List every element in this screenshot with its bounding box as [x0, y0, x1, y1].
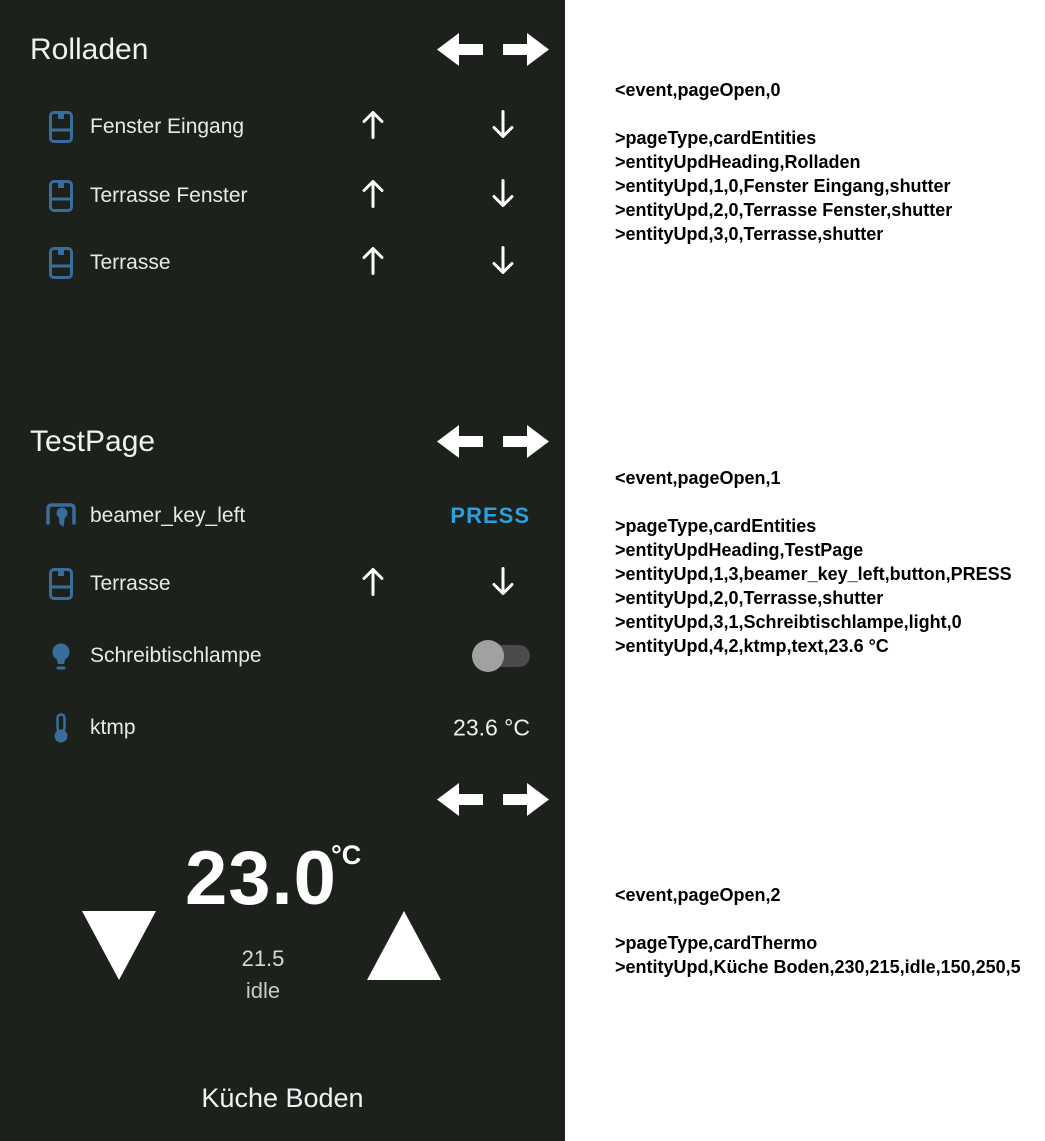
- log-line: [615, 490, 1012, 514]
- log-line: >entityUpd,3,0,Terrasse,shutter: [615, 224, 884, 244]
- temperature-value: 23.6 °C: [453, 714, 530, 741]
- shutter-up-button[interactable]: [360, 565, 386, 604]
- nav-left-button[interactable]: [437, 783, 483, 816]
- entity-label: ktmp: [90, 716, 136, 739]
- entity-row-beamer-key-left: [0, 494, 565, 538]
- nav-right-button[interactable]: [503, 783, 549, 816]
- shutter-down-button[interactable]: [490, 244, 516, 283]
- entity-label: Schreibtischlampe: [90, 644, 262, 667]
- log-line: >entityUpd,2,0,Terrasse Fenster,shutter: [615, 200, 953, 220]
- thermometer-icon: [44, 710, 78, 746]
- target-temperature: 21.5: [241, 946, 285, 971]
- log-line: [615, 907, 1021, 931]
- log-line: >pageType,cardEntities: [615, 128, 817, 148]
- nav-left-button[interactable]: [437, 425, 483, 458]
- window-shutter-icon: [44, 245, 78, 281]
- toggle-knob: [472, 640, 504, 672]
- page-nav-card2: [437, 425, 549, 458]
- current-temperature: 23.0: [185, 836, 337, 921]
- log-line: <event,pageOpen,2: [615, 885, 781, 905]
- log-line: >entityUpd,2,0,Terrasse,shutter: [615, 588, 884, 608]
- log-line: >entityUpd,4,2,ktmp,text,23.6 °C: [615, 636, 889, 656]
- nav-right-button[interactable]: [503, 425, 549, 458]
- entity-label: beamer_key_left: [90, 504, 246, 527]
- protocol-log-page1: [615, 466, 1012, 658]
- temperature-unit: °C: [331, 840, 362, 870]
- shutter-down-button[interactable]: [490, 565, 516, 604]
- shutter-up-button[interactable]: [360, 108, 386, 147]
- log-line: >entityUpd,1,0,Fenster Eingang,shutter: [615, 176, 951, 196]
- shutter-up-button[interactable]: [360, 177, 386, 216]
- window-shutter-icon: [44, 109, 78, 145]
- log-line: >entityUpd,Küche Boden,230,215,idle,150,250,5: [615, 957, 1021, 977]
- window-shutter-icon: [44, 178, 78, 214]
- entity-row-schreibtischlampe: [0, 634, 565, 678]
- lightbulb-icon: [44, 638, 78, 674]
- entity-label: Terrasse: [90, 572, 171, 595]
- temp-increase-button[interactable]: [367, 911, 441, 985]
- log-line: >entityUpd,1,3,beamer_key_left,button,PRESS: [615, 564, 1012, 584]
- gesture-tap-button-icon: [44, 498, 78, 534]
- log-line: >entityUpd,3,1,Schreibtischlampe,light,0: [615, 612, 962, 632]
- shutter-up-button[interactable]: [360, 244, 386, 283]
- log-line: >entityUpdHeading,TestPage: [615, 540, 864, 560]
- protocol-log-page0: [615, 78, 952, 246]
- page-nav-card3: [437, 783, 549, 816]
- light-toggle-switch[interactable]: [472, 640, 530, 672]
- nav-left-button[interactable]: [437, 33, 483, 66]
- entity-row-terrasse: [0, 241, 565, 285]
- log-line: <event,pageOpen,0: [615, 80, 781, 100]
- entity-row-ktmp: [0, 706, 565, 750]
- card-heading-rolladen: Rolladen: [30, 33, 149, 66]
- log-line: >entityUpdHeading,Rolladen: [615, 152, 861, 172]
- entity-row-terrasse-fenster: [0, 174, 565, 218]
- entity-label: Terrasse: [90, 251, 171, 274]
- temp-decrease-button[interactable]: [82, 911, 156, 985]
- hvac-state: idle: [245, 978, 281, 1003]
- entity-label: Terrasse Fenster: [90, 184, 248, 207]
- page-nav-card1: [437, 33, 549, 66]
- log-line: <event,pageOpen,1: [615, 468, 781, 488]
- shutter-down-button[interactable]: [490, 108, 516, 147]
- entity-row-fenster-eingang: [0, 105, 565, 149]
- window-shutter-icon: [44, 566, 78, 602]
- press-button[interactable]: PRESS: [450, 503, 530, 528]
- thermostat-title: Küche Boden: [201, 1083, 364, 1113]
- card-heading-testpage: TestPage: [30, 425, 156, 458]
- entity-row-terrasse-2: [0, 562, 565, 606]
- log-line: >pageType,cardThermo: [615, 933, 818, 953]
- log-line: [615, 102, 952, 126]
- entity-label: Fenster Eingang: [90, 115, 245, 138]
- nav-right-button[interactable]: [503, 33, 549, 66]
- shutter-down-button[interactable]: [490, 177, 516, 216]
- log-line: >pageType,cardEntities: [615, 516, 817, 536]
- protocol-log-page2: [615, 883, 1021, 979]
